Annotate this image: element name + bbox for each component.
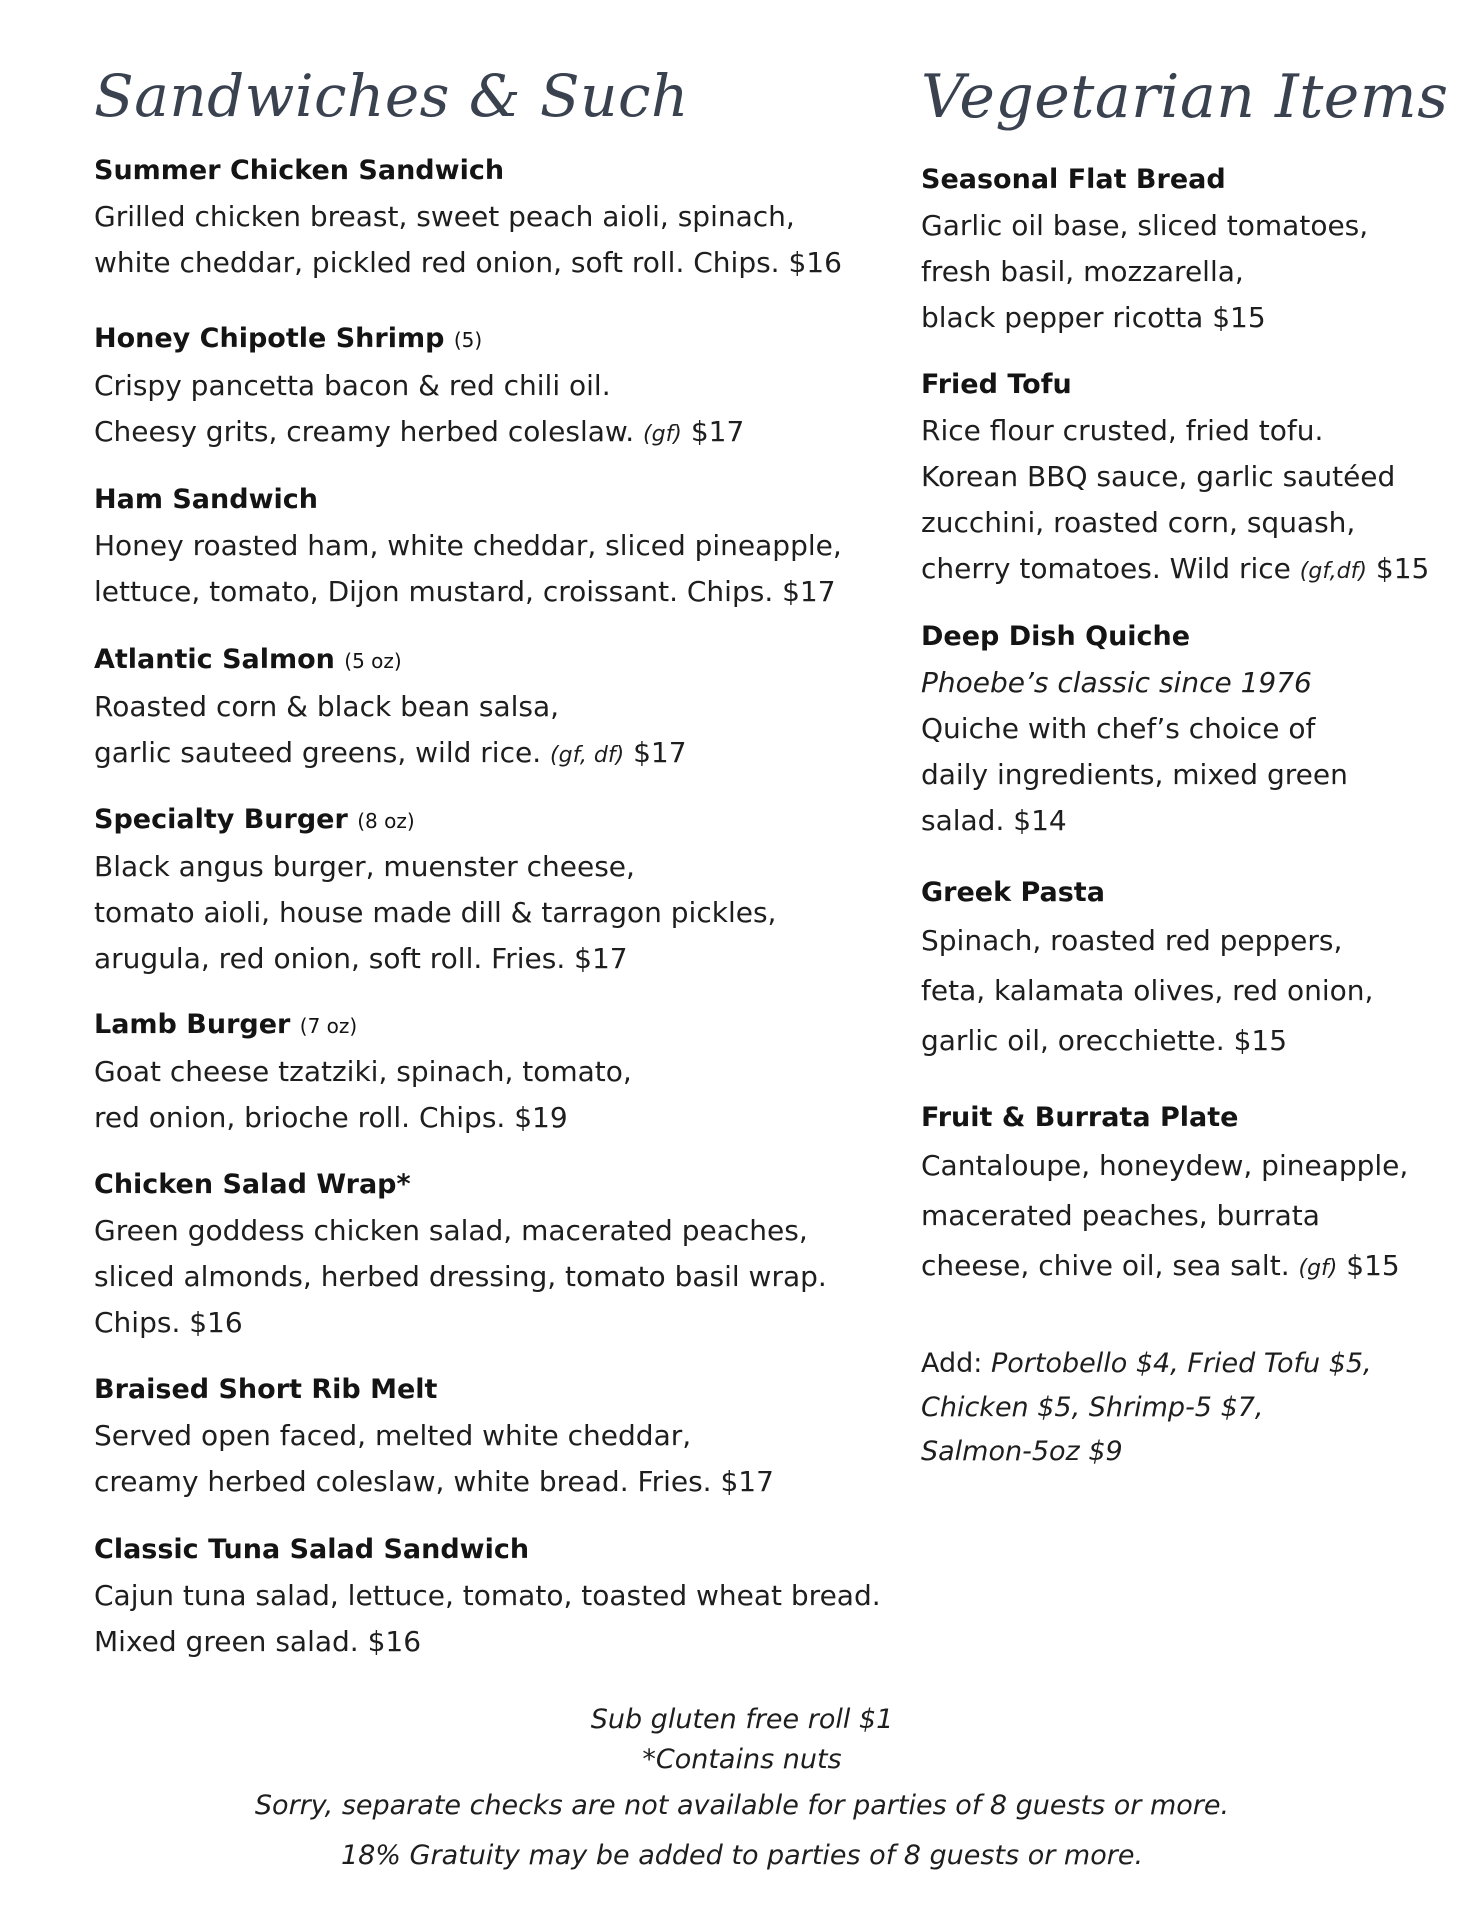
item-description: feta, kalamata olives, red onion,	[921, 974, 1374, 1007]
item-subtitle: Phoebe’s classic since 1976	[921, 666, 1312, 699]
item-description: lettuce, tomato, Dijon mustard, croissant. Chips. $17	[94, 575, 836, 608]
sandwiches-heading: Sandwiches & Such	[94, 62, 689, 130]
item-name: Honey Chipotle Shrimp (5)	[94, 323, 483, 354]
item-description: Goat cheese tzatziki, spinach, tomato,	[94, 1055, 632, 1088]
menu-item-lamb-burger	[94, 1002, 632, 1141]
item-name: Atlantic Salmon (5 oz)	[94, 644, 402, 675]
item-name: Greek Pasta	[921, 877, 1105, 908]
item-description: fresh basil, mozzarella,	[921, 255, 1244, 288]
item-price: $17	[633, 736, 687, 769]
menu-item-classic-tuna-salad-sandwich	[94, 1527, 881, 1665]
item-portion: (7 oz)	[299, 1014, 358, 1038]
item-description: Black angus burger, muenster cheese,	[94, 850, 635, 883]
item-description: Honey roasted ham, white cheddar, sliced pineapple,	[94, 529, 842, 562]
menu-item-honey-chipotle-shrimp	[94, 316, 744, 458]
item-description: Roasted corn & black bean salsa,	[94, 690, 560, 723]
footer-nuts-note: *Contains nuts	[642, 1744, 842, 1775]
item-price: $15	[1375, 552, 1430, 585]
item-description: arugula, red onion, soft roll. Fries. $17	[94, 942, 628, 975]
footer-gluten-free-note: Sub gluten free roll $1	[590, 1704, 894, 1735]
item-name: Classic Tuna Salad Sandwich	[94, 1534, 530, 1565]
item-description: Garlic oil base, sliced tomatoes,	[921, 209, 1369, 242]
item-description: tomato aioli, house made dill & tarragon pickles,	[94, 896, 777, 929]
add-ons-line: Add: Portobello $4, Fried Tofu $5,	[921, 1348, 1372, 1379]
item-description: Green goddess chicken salad, macerated peaches,	[94, 1214, 808, 1247]
item-name: Fruit & Burrata Plate	[921, 1102, 1239, 1133]
add-ons-line: Salmon-5oz $9	[921, 1436, 1123, 1467]
item-name: Fried Tofu	[921, 369, 1072, 400]
menu-item-ham-sandwich	[94, 477, 842, 615]
item-description: Spinach, roasted red peppers,	[921, 924, 1343, 957]
dietary-tag: (gf)	[643, 422, 682, 447]
item-description: Mixed green salad. $16	[94, 1625, 422, 1658]
add-ons-line: Chicken $5, Shrimp-5 $7,	[921, 1392, 1264, 1423]
item-description: Quiche with chef’s choice of	[921, 712, 1316, 745]
item-portion: (8 oz)	[357, 809, 415, 833]
item-price: $17	[690, 415, 745, 448]
item-name: Deep Dish Quiche	[921, 621, 1191, 652]
item-name: Seasonal Flat Bread	[921, 164, 1226, 195]
item-description: Cheesy grits, creamy herbed coleslaw. (gf) $17	[94, 415, 745, 448]
item-description: Rice flour crusted, fried tofu.	[921, 414, 1324, 447]
vegetarian-heading: Vegetarian Items	[921, 62, 1449, 132]
item-name: Braised Short Rib Melt	[94, 1374, 438, 1405]
dietary-tag: (gf, df)	[550, 743, 625, 768]
item-description: Grilled chicken breast, sweet peach aioli, spinach,	[94, 200, 795, 233]
dietary-tag: (gf,df)	[1299, 559, 1367, 584]
menu-item-atlantic-salmon	[94, 637, 687, 779]
menu-item-braised-short-rib-melt	[94, 1367, 774, 1505]
item-name: Specialty Burger (8 oz)	[94, 804, 415, 835]
add-ons	[921, 1342, 1372, 1474]
item-description: Cantaloupe, honeydew, pineapple,	[921, 1149, 1409, 1182]
add-ons-label: Add:	[921, 1348, 983, 1379]
item-description: red onion, brioche roll. Chips. $19	[94, 1101, 568, 1134]
item-description: macerated peaches, burrata	[921, 1199, 1320, 1232]
item-description: salad. $14	[921, 804, 1067, 837]
item-description: Cajun tuna salad, lettuce, tomato, toasted wheat bread.	[94, 1579, 881, 1612]
menu-item-summer-chicken-sandwich	[94, 148, 842, 286]
menu-item-chicken-salad-wrap	[94, 1162, 827, 1346]
item-description: black pepper ricotta $15	[921, 301, 1266, 334]
item-portion: (5)	[453, 328, 483, 352]
item-name: Chicken Salad Wrap*	[94, 1169, 411, 1200]
item-description: zucchini, roasted corn, squash,	[921, 506, 1356, 539]
menu-item-greek-pasta	[921, 870, 1373, 1066]
item-description: garlic sauteed greens, wild rice. (gf, df) $17	[94, 736, 687, 769]
item-description: Crispy pancetta bacon & red chili oil.	[94, 369, 611, 402]
item-description: white cheddar, pickled red onion, soft roll. Chips. $16	[94, 246, 842, 279]
menu-item-fruit-burrata-plate	[921, 1095, 1408, 1294]
item-description: creamy herbed coleslaw, white bread. Fries. $17	[94, 1465, 774, 1498]
item-name: Lamb Burger (7 oz)	[94, 1009, 358, 1040]
item-description: garlic oil, orecchiette. $15	[921, 1024, 1288, 1057]
dietary-tag: (gf)	[1298, 1256, 1338, 1281]
item-description: sliced almonds, herbed dressing, tomato basil wrap.	[94, 1260, 827, 1293]
item-description: Korean BBQ sauce, garlic sautéed	[921, 460, 1396, 493]
item-portion: (5 oz)	[344, 649, 402, 673]
item-description: Chips. $16	[94, 1306, 243, 1339]
item-description: Served open faced, melted white cheddar,	[94, 1419, 692, 1452]
footer-separate-checks-note: Sorry, separate checks are not available for parties of 8 guests or more.	[254, 1790, 1230, 1821]
item-description: daily ingredients, mixed green	[921, 758, 1348, 791]
item-name: Summer Chicken Sandwich	[94, 155, 505, 186]
item-description: cheese, chive oil, sea salt. (gf) $15	[921, 1249, 1400, 1282]
item-description: cherry tomatoes. Wild rice (gf,df) $15	[921, 552, 1430, 585]
menu-item-seasonal-flat-bread	[921, 157, 1368, 341]
menu-item-deep-dish-quiche	[921, 614, 1348, 844]
item-name: Ham Sandwich	[94, 484, 318, 515]
menu-item-specialty-burger	[94, 797, 776, 982]
menu-item-fried-tofu	[921, 362, 1429, 595]
footer-gratuity-note: 18% Gratuity may be added to parties of 8 guests or more.	[340, 1840, 1144, 1871]
item-price: $15	[1346, 1249, 1400, 1282]
